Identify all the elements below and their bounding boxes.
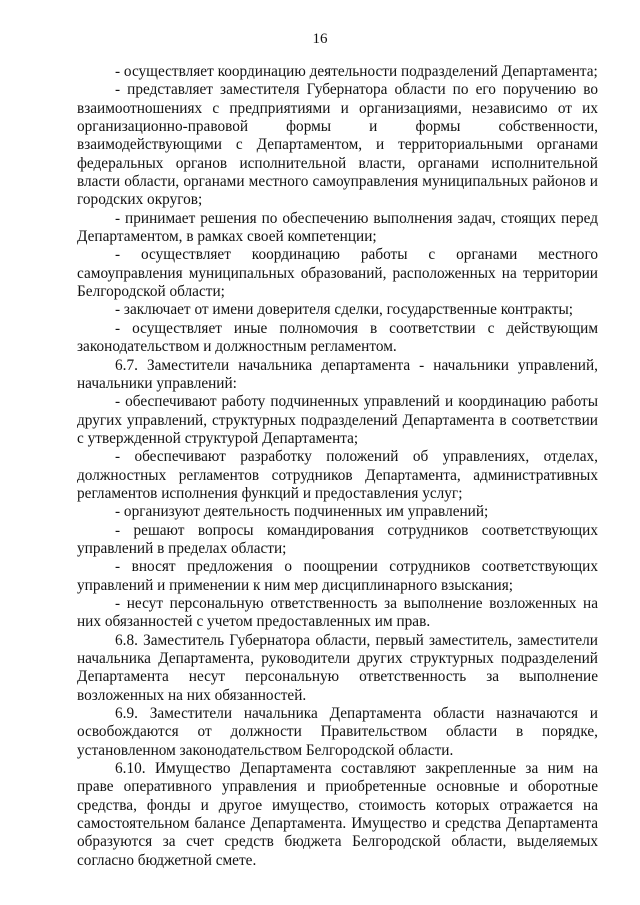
paragraph: - заключает от имени доверителя сделки, государственные контракты;: [115, 301, 573, 319]
paragraph: - вносят предложения о поощрении сотрудников соответствующих управлений и применении к ним мер дисциплинарного взыскания;: [77, 558, 598, 594]
paragraph: 6.7. Заместители начальника департамента - начальники управлений, начальники управлений:: [77, 356, 598, 392]
paragraph: - осуществляет иные полномочия в соответствии с действующим законодательством и должностным регламентом.: [77, 319, 598, 356]
paragraph: - обеспечивают работу подчиненных управлений и координацию работы других управлений, структурных подразделений Департамента в соответствии с утвержденной структурой Департамента;: [77, 393, 598, 447]
paragraph: - осуществляет координацию деятельности подразделений Департамента;: [115, 63, 598, 80]
paragraph: 6.9. Заместители начальника Департамента области назначаются и освобождаются от должности Правительством области в порядке, установленном законодательством Белгородской области.: [77, 705, 598, 759]
paragraph: 6.10. Имущество Департамента составляют закрепленные за ним на праве оперативного управления и приобретенные основные и оборотные средства, фонды и другое имущество, стоимость которых отражается на самостоятельном балансе Департамента. Имущество и средства Департамента образуются за счет средств бюджета Белгородской области, выделяемых согласно бюджетной смете.: [77, 760, 598, 869]
paragraph: - представляет заместителя Губернатора области по его поручению во взаимоотношениях с предприятиями и организациями, независимо от их организационно-правовой формы и формы собственности, взаимодействующими с Департаментом, и территориальными органами федеральных органов исполнительной власти, органами исполнительной власти области, органами местного самоуправления муниципальных районов и городских округов;: [77, 81, 598, 209]
paragraph: - организуют деятельность подчиненных им управлений;: [115, 503, 489, 521]
paragraph: - несут персональную ответственность за выполнение возложенных на них обязанностей с учетом предоставленных им прав.: [77, 594, 598, 631]
page-number: 16: [312, 31, 328, 47]
paragraph: 6.8. Заместитель Губернатора области, первый заместитель, заместители начальника Департамента, руководители других структурных подразделений Департамента несут персональную ответственность за выполнение возложенных на них обязанностей.: [77, 631, 598, 704]
document-body: [77, 63, 598, 870]
paragraph: - принимает решения по обеспечению выполнения задач, стоящих перед Департаментом, в рамках своей компетенции;: [77, 209, 598, 246]
paragraph: - решают вопросы командирования сотрудников соответствующих управлений в пределах области;: [77, 521, 598, 557]
paragraph: - осуществляет координацию работы с органами местного самоуправления муниципальных образований, расположенных на территории Белгородской области;: [77, 246, 598, 301]
paragraph: - обеспечивают разработку положений об управлениях, отделах, должностных регламентов сотрудников Департамента, административных регламентов исполнения функций и предоставления услуг;: [77, 448, 598, 502]
